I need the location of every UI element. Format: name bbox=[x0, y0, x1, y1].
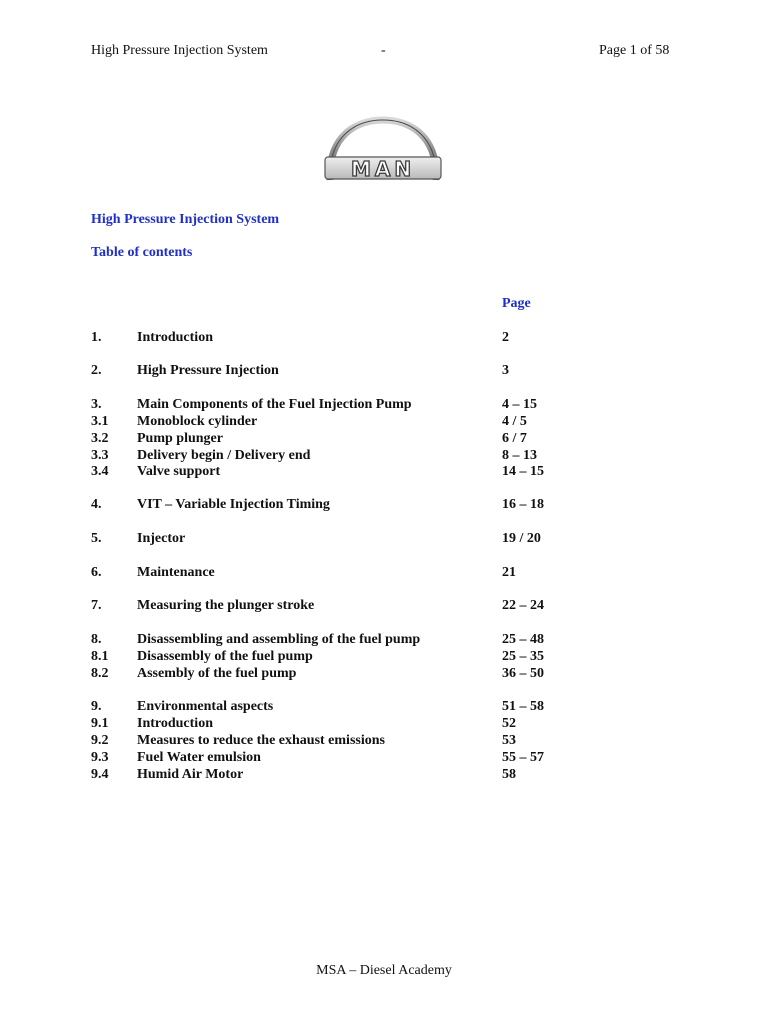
toc-entry-number: 6. bbox=[91, 565, 102, 580]
toc-entry-number: 1. bbox=[91, 330, 102, 345]
man-logo-icon bbox=[322, 116, 444, 184]
toc-entry[interactable] bbox=[0, 666, 768, 683]
toc-entry[interactable] bbox=[0, 750, 768, 767]
toc-entry-title: Humid Air Motor bbox=[137, 767, 244, 782]
toc-entry-page: 6 / 7 bbox=[502, 431, 527, 446]
toc-entry-page: 21 bbox=[502, 565, 516, 580]
toc-entry-title: Fuel Water emulsion bbox=[137, 750, 261, 765]
logo-text: MAN bbox=[350, 157, 416, 181]
toc-entry-title: VIT – Variable Injection Timing bbox=[137, 497, 330, 512]
toc-entry-number: 9.4 bbox=[91, 767, 109, 782]
toc-entry[interactable] bbox=[0, 733, 768, 750]
document-title: High Pressure Injection System bbox=[91, 212, 280, 227]
toc-entry-title: Injector bbox=[137, 531, 186, 546]
toc-entry[interactable] bbox=[0, 448, 768, 465]
toc-entry-title: Main Components of the Fuel Injection Pump bbox=[137, 397, 412, 412]
toc-entry-title: Assembly of the fuel pump bbox=[137, 666, 297, 681]
toc-entry-number: 8. bbox=[91, 632, 102, 647]
toc-entry[interactable] bbox=[0, 464, 768, 481]
toc-entry[interactable] bbox=[0, 565, 768, 582]
toc-entry-page: 4 – 15 bbox=[502, 397, 537, 412]
man-logo bbox=[322, 116, 444, 184]
toc-entry-title: Environmental aspects bbox=[137, 699, 274, 714]
toc-entry[interactable] bbox=[0, 363, 768, 380]
toc-entry[interactable] bbox=[0, 414, 768, 431]
toc-entry-page: 25 – 35 bbox=[502, 649, 544, 664]
toc-entry-page: 3 bbox=[502, 363, 509, 378]
toc-entry-page: 52 bbox=[502, 716, 516, 731]
toc-entry-number: 3.1 bbox=[91, 414, 109, 429]
header-title: High Pressure Injection System bbox=[91, 43, 268, 58]
toc-entry[interactable] bbox=[0, 330, 768, 347]
toc-entry-page: 55 – 57 bbox=[502, 750, 544, 765]
toc-entry[interactable] bbox=[0, 649, 768, 666]
toc-entry[interactable] bbox=[0, 497, 768, 514]
page-column-label: Page bbox=[502, 296, 531, 311]
toc-entry-number: 2. bbox=[91, 363, 102, 378]
toc-entry-number: 9. bbox=[91, 699, 102, 714]
toc-entry[interactable] bbox=[0, 397, 768, 414]
toc-entry-number: 9.3 bbox=[91, 750, 109, 765]
toc-entry-title: Measuring the plunger stroke bbox=[137, 598, 315, 613]
toc-entry[interactable] bbox=[0, 632, 768, 649]
toc-entry-title: Introduction bbox=[137, 330, 213, 345]
toc-entry-number: 8.2 bbox=[91, 666, 109, 681]
header-separator: - bbox=[381, 43, 386, 58]
page-footer: MSA – Diesel Academy bbox=[316, 963, 452, 978]
toc-entry-title: Disassembling and assembling of the fuel pump bbox=[137, 632, 421, 647]
toc-entry-number: 5. bbox=[91, 531, 102, 546]
toc-entry[interactable] bbox=[0, 716, 768, 733]
toc-entry-page: 19 / 20 bbox=[502, 531, 541, 546]
toc-entry-page: 2 bbox=[502, 330, 509, 345]
toc-entry-title: Disassembly of the fuel pump bbox=[137, 649, 313, 664]
toc-entry-title: Measures to reduce the exhaust emissions bbox=[137, 733, 385, 748]
toc-entry-page: 53 bbox=[502, 733, 516, 748]
toc-entry-page: 58 bbox=[502, 767, 516, 782]
toc-entry[interactable] bbox=[0, 598, 768, 615]
toc-entry-number: 4. bbox=[91, 497, 102, 512]
toc-entry[interactable] bbox=[0, 767, 768, 784]
toc-entry[interactable] bbox=[0, 431, 768, 448]
toc-entry-number: 3.2 bbox=[91, 431, 109, 446]
toc-entry-page: 25 – 48 bbox=[502, 632, 544, 647]
toc-entry-number: 7. bbox=[91, 598, 102, 613]
toc-entry-title: Pump plunger bbox=[137, 431, 223, 446]
toc-entry-page: 14 – 15 bbox=[502, 464, 544, 479]
toc-entry-title: Introduction bbox=[137, 716, 213, 731]
toc-entry-page: 8 – 13 bbox=[502, 448, 537, 463]
toc-entry[interactable] bbox=[0, 699, 768, 716]
toc-heading: Table of contents bbox=[91, 245, 193, 260]
toc-entry-page: 22 – 24 bbox=[502, 598, 544, 613]
toc-entry-title: Monoblock cylinder bbox=[137, 414, 258, 429]
toc-entry-number: 3.4 bbox=[91, 464, 109, 479]
toc-entry-number: 8.1 bbox=[91, 649, 109, 664]
toc-entry-number: 3.3 bbox=[91, 448, 109, 463]
page-indicator: Page 1 of 58 bbox=[599, 43, 670, 58]
toc-entry-page: 51 – 58 bbox=[502, 699, 544, 714]
toc-entry-number: 3. bbox=[91, 397, 102, 412]
toc-entry-page: 36 – 50 bbox=[502, 666, 544, 681]
toc-entry[interactable] bbox=[0, 531, 768, 548]
toc-entry-title: High Pressure Injection bbox=[137, 363, 279, 378]
toc-entry-title: Delivery begin / Delivery end bbox=[137, 448, 311, 463]
toc-entry-page: 4 / 5 bbox=[502, 414, 527, 429]
toc-entry-title: Maintenance bbox=[137, 565, 215, 580]
toc-entry-number: 9.2 bbox=[91, 733, 109, 748]
toc-entry-number: 9.1 bbox=[91, 716, 109, 731]
toc-entry-title: Valve support bbox=[137, 464, 221, 479]
toc-entry-page: 16 – 18 bbox=[502, 497, 544, 512]
